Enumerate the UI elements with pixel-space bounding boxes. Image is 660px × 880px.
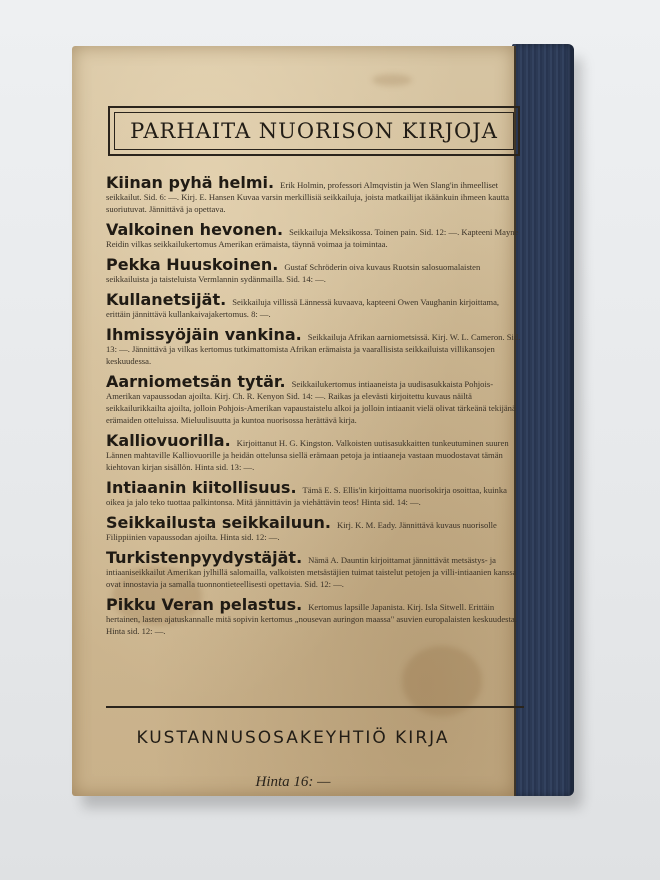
book-title: Valkoinen hevonen. <box>106 220 284 239</box>
book-entry <box>106 221 524 251</box>
book-entry <box>106 432 524 474</box>
book-title: Kullanetsijät. <box>106 290 227 309</box>
book-entry <box>106 514 524 544</box>
book-title: Seikkailusta seikkailuun. <box>106 513 331 532</box>
book-entry <box>106 596 524 638</box>
book-description: Seikkailukertomus intiaaneista ja uudisasukkaista Pohjois-Amerikan vapaussodan ajoilta. Kirj. Ch. R. Kenyon Sid. 14: —. Raikas ja elevästi kirjoitettu kuvaus näiltä seikkailurikkailta ajoilta, jolloin Pohjois-Amerikan vapaustaistelu alkoi ja jolloin intiaanit vielä olivat tärkeänä tekijänä erämaiden otteluissa. Mieluulisuutta ja kuntoa nuorisossa herättävä kirja. <box>106 379 516 425</box>
book-entry <box>106 291 524 321</box>
publisher-name: KUSTANNUSOSAKEYHTIÖ KIRJA <box>136 728 450 748</box>
book-description: Kertomus lapsille Japanista. Kirj. Isla Sitwell. Erittäin hertainen, lasten ajatuskannalle mitä sopivin kertomus „nousevan auringon maassa" asuvien europalaisten keskuudesta. Hinta sid. 12: —. <box>106 602 517 636</box>
book-entry <box>106 326 524 368</box>
book-description: Kirjoittanut H. G. Kingston. Valkoisten uutisasukkaitten tunkeutuminen suuren Lännen mahtaville Kalliovuorille ja heidän ottelunsa siellä erämaan petoja ja intiaaneja vastaan muodostavat tämän kiehtovan kirjan sisällön. Hinta sid. 13: —. <box>106 438 509 472</box>
book-title: Pekka Huuskoinen. <box>106 255 279 274</box>
divider-rule <box>106 706 524 708</box>
book-title: Kiinan pyhä helmi. <box>106 173 275 192</box>
book-description: Tämä E. S. Ellis'in kirjoittama nuorisokirja osoittaa, kuinka oikea ja jalo teko tuottaa palkintonsa. Mitä jännittävin ja viehättävin teos! Hinta sid. 14: —. <box>106 485 507 507</box>
header-frame <box>108 106 520 156</box>
book-description: Gustaf Schröderin oiva kuvaus Ruotsin salosuomalaisten seikkailuista ja taisteluista Vermlannin sydänmailla. Sid. 14: —. <box>106 262 481 284</box>
book-title: Aarniometsän tytär. <box>106 372 286 391</box>
book-entry <box>106 174 524 216</box>
book-description: Nämä A. Dauntin kirjoittamat jännittävät metsästys- ja intiaaniseikkailut Amerikan jylhillä salomailla, valkoisten metsästäjien tuimat taistelut petojen ja villi-intiaanien kanssa ovat innostavia ja samalla tuonnontieteellisesti opettavia. Sid. 12: —. <box>106 555 517 589</box>
book-list <box>106 174 524 643</box>
cover-stain <box>372 74 412 86</box>
book-description: Seikkailuja villissä Lännessä kuvaava, kapteeni Owen Vaughanin kirjoittama, erittäin jännittävä kullankaivajakertomus. 8: —. <box>106 297 500 319</box>
header-inner-frame <box>114 112 514 150</box>
book-price: Hinta 16: — <box>255 774 331 790</box>
book-entry <box>106 373 524 427</box>
book-description: Erik Holmin, professori Almqvistin ja Wen Slang'in ihmeelliset seikkailut. Sid. 6: —. Kirj. E. Hansen Kuvaa varsin merkillisiä seikkailuja, joista matkailijat ikäänkuin ihmeen kautta suoriutuvat. Jännittävä ja opettava. <box>106 180 510 214</box>
cover-heading: PARHAITA NUORISON KIRJOJA <box>130 119 498 143</box>
book-entry <box>106 256 524 286</box>
book-entry <box>106 479 524 509</box>
book-entry <box>106 549 524 591</box>
book-title: Intiaanin kiitollisuus. <box>106 478 297 497</box>
book-back-cover <box>72 46 521 796</box>
book-description: Seikkailuja Meksikossa. Toinen pain. Sid. 12: —. Kapteeni Mayne Reidin vilkas seikkailukertomus Amerikan erämaista, täynnä voimaa ja toimintaa. <box>106 227 519 249</box>
book-description: Kirj. K. M. Eady. Jännittävä kuvaus nuorisolle Filippiinien vapaussodan ajoilta. Hinta sid. 12: —. <box>106 520 497 542</box>
book-title: Kalliovuorilla. <box>106 431 231 450</box>
book-title: Ihmissyöjäin vankina. <box>106 325 302 344</box>
book-description: Seikkailuja Afrikan aarniometsissä. Kirj. W. L. Cameron. Sid. 13: —. Jännittävä ja vilkas kertomus tutkimattomista Afrikan erämaista ja vaarallisista seikkailuista villikansojen keskuudessa. <box>106 332 521 366</box>
book-title: Turkistenpyydystäjät. <box>106 548 303 567</box>
book-title: Pikku Veran pelastus. <box>106 595 303 614</box>
